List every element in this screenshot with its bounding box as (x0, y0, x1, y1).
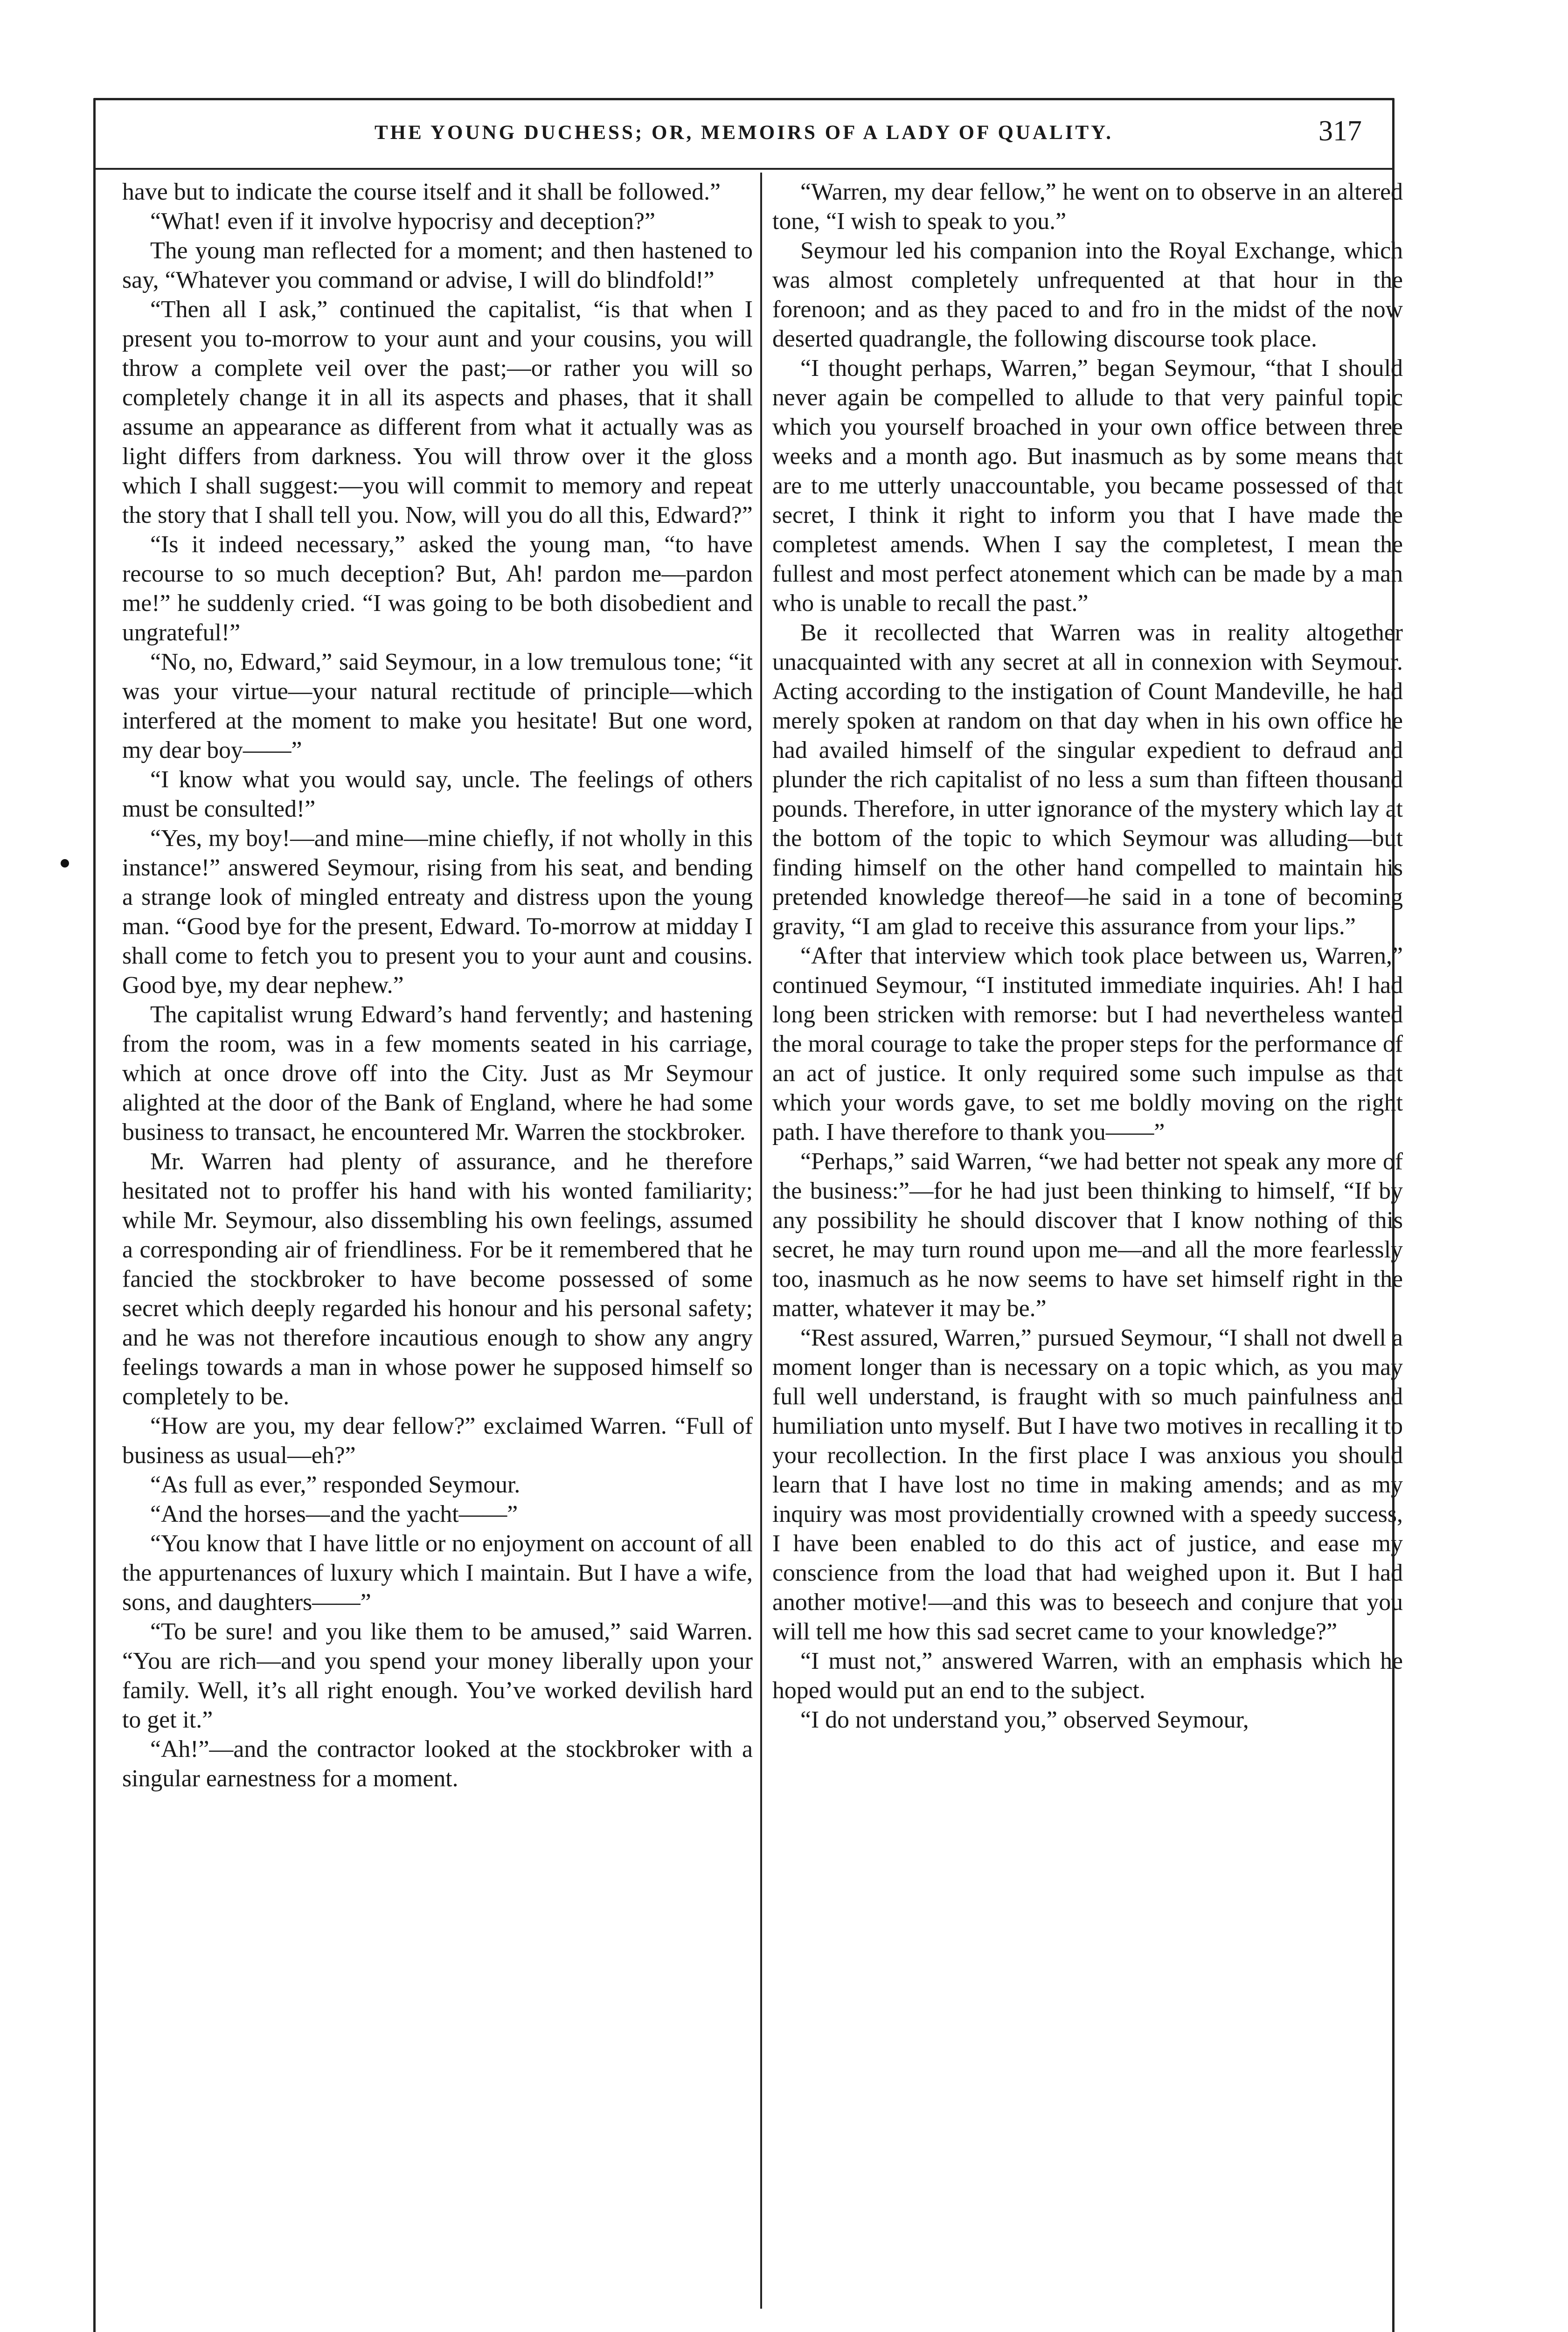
paragraph: have but to indicate the course itself and it shall be followed.” (122, 179, 721, 205)
paragraph: “I do not understand you,” observed Seymour, (800, 1707, 1249, 1733)
header-rule (93, 168, 1395, 170)
paragraph: “Yes, my boy!—and mine—mine chiefly, if not wholly in this instance!” answered Seymour, rising from his seat, and bending a strange look of mingled entreaty and distress upon the young man. “Good bye for the present, Edward. To-morrow at midday I shall come to fetch you to present you to your aunt and cousins. Good bye, my dear nephew.” (122, 825, 753, 999)
paragraph: “After that interview which took place between us, Warren,” continued Seymour, “I instituted immediate inquiries. Ah! I had long been stricken with remorse: but I had nevertheless wanted the moral courage to take the proper steps for the performance of an act of justice. It only required some such impulse as that which your words gave, to set me boldly moving on the right path. I have therefore to thank you——” (772, 943, 1403, 1145)
paragraph: “Is it indeed necessary,” asked the young man, “to have recourse to so much deception? But, Ah! pardon me—pardon me!” he suddenly cried. “I was going to be both disobedient and ungrateful!” (122, 531, 753, 646)
paragraph: “I must not,” answered Warren, with an emphasis which he hoped would put an end to the subject. (772, 1648, 1403, 1704)
right-text-column (772, 177, 1403, 2304)
paragraph: “Warren, my dear fellow,” he went on to observe in an altered tone, “I wish to speak to you.” (772, 179, 1403, 235)
paragraph: “I thought perhaps, Warren,” began Seymour, “that I should never again be compelled to allude to that very painful topic which you yourself broached in your own office between three weeks and a month ago. But inasmuch as by some means that are to me utterly unaccountable, you became possessed of that secret, I think it right to inform you that I have made the completest amends. When I say the completest, I mean the fullest and most perfect atonement which can be made by a man who is unable to recall the past.” (772, 355, 1403, 617)
paragraph: The capitalist wrung Edward’s hand fervently; and hastening from the room, was in a few moments seated in his carriage, which at once drove off into the City. Just as Mr Seymour alighted at the door of the Bank of England, where he had some business to transact, he encountered Mr. Warren the stockbroker. (122, 1001, 753, 1145)
paragraph: “Ah!”—and the contractor looked at the stockbroker with a singular earnestness for a moment. (122, 1736, 753, 1792)
paragraph: “To be sure! and you like them to be amused,” said Warren. “You are rich—and you spend your money liberally upon your family. Well, it’s all right enough. You’ve worked devilish hard to get it.” (122, 1618, 753, 1733)
paragraph: Be it recollected that Warren was in reality altogether unacquainted with any secret at all in connexion with Seymour. Acting according to the instigation of Count Mandeville, he had merely spoken at random on that day when in his own office he had availed himself of the singular expedient to defraud and plunder the rich capitalist of no less a sum than fifteen thousand pounds. Therefore, in utter ignorance of the mystery which lay at the bottom of the topic to which Seymour was alluding—but finding himself on the other hand compelled to maintain his pretended knowledge thereof—he said in a tone of becoming gravity, “I am glad to receive this assurance from your lips.” (772, 619, 1403, 940)
running-header (93, 111, 1395, 162)
paragraph: “And the horses—and the yacht——” (150, 1501, 518, 1527)
paragraph: “What! even if it involve hypocrisy and deception?” (150, 208, 656, 235)
paragraph: Mr. Warren had plenty of assurance, and he therefore hesitated not to proffer his hand with his wonted familiarity; while Mr. Seymour, also dissembling his own feelings, assumed a corresponding air of friendliness. For be it remembered that he fancied the stockbroker to have become possessed of some secret which deeply regarded his honour and his personal safety; and he was not therefore incautious enough to show any angry feelings towards a man in whose power he supposed himself so completely to be. (122, 1148, 753, 1410)
paragraph: “How are you, my dear fellow?” exclaimed Warren. “Full of business as usual—eh?” (122, 1413, 753, 1469)
running-title: THE YOUNG DUCHESS; OR, MEMOIRS OF A LADY OF QUALITY. (375, 122, 1113, 144)
paragraph: “Then all I ask,” continued the capitalist, “is that when I present you to-morrow to your aunt and your cousins, you will throw a complete veil over the past;—or rather you will so completely change it in all its aspects and phases, that it shall assume an appearance as different from what it actually was as light differs from darkness. You will throw over it the gloss which I shall suggest:—you will commit to memory and repeat the story that I shall tell you. Now, will you do all this, Edward?” (122, 296, 753, 528)
page-number: 317 (1318, 115, 1362, 147)
left-text-column (122, 177, 753, 2304)
paragraph: “As full as ever,” responded Seymour. (150, 1471, 520, 1498)
paragraph: Seymour led his companion into the Royal Exchange, which was almost completely unfrequented at that hour in the forenoon; and as they paced to and fro in the midst of the now deserted quadrangle, the following discourse took place. (772, 237, 1403, 352)
paragraph: “No, no, Edward,” said Seymour, in a low tremulous tone; “it was your virtue—your natural rectitude of principle—which interfered at the moment to make you hesitate! But one word, my dear boy——” (122, 649, 753, 763)
paragraph: “I know what you would say, uncle. The feelings of others must be consulted!” (122, 766, 753, 822)
paragraph: “Perhaps,” said Warren, “we had better not speak any more of the business:”—for he had just been thinking to himself, “If by any possibility he should discover that I know nothing of this secret, he may turn round upon me—and all the more fearlessly too, inasmuch as he now seems to have set himself right in the matter, whatever it may be.” (772, 1148, 1403, 1322)
margin-ink-dot (61, 859, 69, 868)
paragraph: The young man reflected for a moment; and then hastened to say, “Whatever you command or advise, I will do blindfold!” (122, 237, 753, 293)
paragraph: “You know that I have little or no enjoyment on account of all the appurtenances of luxury which I maintain. But I have a wife, sons, and daughters——” (122, 1530, 753, 1616)
column-divider (760, 173, 762, 2309)
paragraph: “Rest assured, Warren,” pursued Seymour, “I shall not dwell a moment longer than is necessary on a topic which, as you may full well understand, is fraught with so much painfulness and humiliation unto myself. But I have two motives in recalling it to your recollection. In the first place I was anxious you should learn that I have lost no time in making amends; and as my inquiry was most providentially crowned with a speedy success, I have been enabled to do this act of justice, and ease my conscience from the load that had weighed upon it. But I had another motive!—and this was to beseech and conjure that you will tell me how this sad secret came to your knowledge?” (772, 1325, 1403, 1645)
